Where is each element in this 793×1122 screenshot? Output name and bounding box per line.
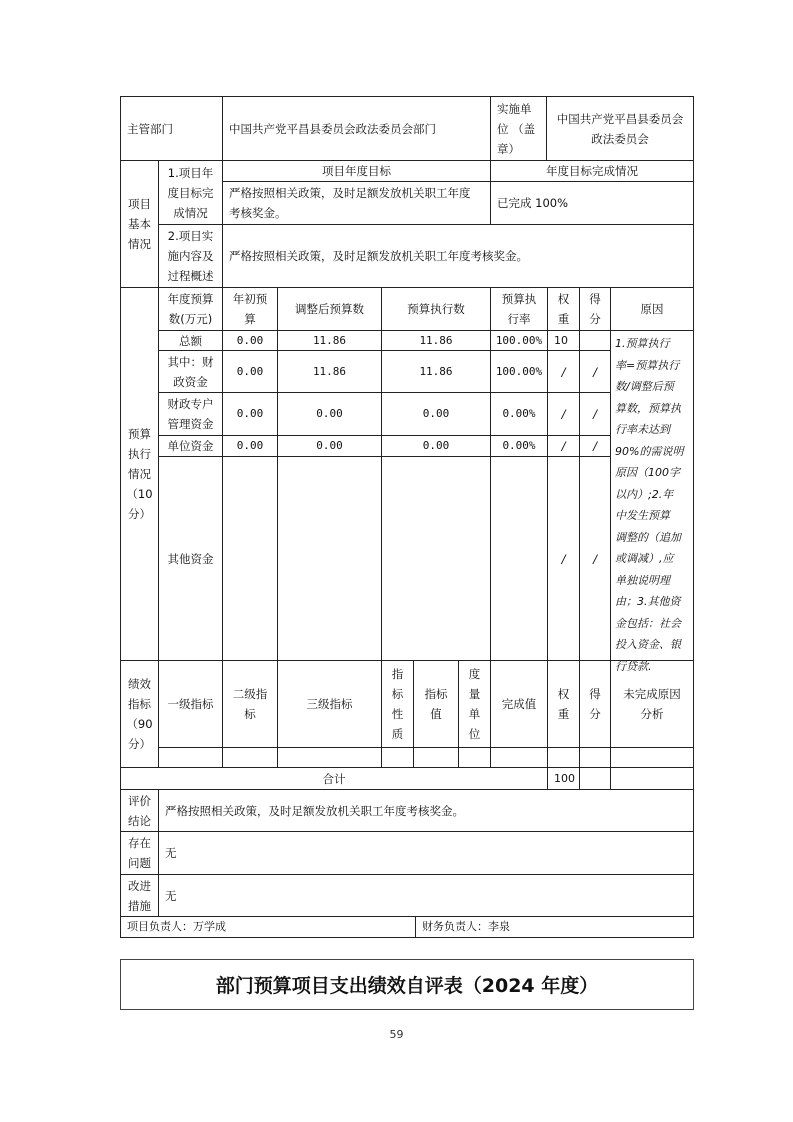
budget-row-score: / <box>579 435 611 457</box>
budget-header-rate: 预算执 行率 <box>490 287 548 331</box>
perf-cell-empty <box>277 747 382 768</box>
perf-cell-empty <box>490 747 548 768</box>
budget-section-label: 预算 执行 情况 （10 分） <box>120 287 159 661</box>
perf-header-nature: 指 标 性 质 <box>381 660 414 748</box>
impl-unit-value: 中国共产党平昌县委员会 政法委员会 <box>546 96 694 161</box>
perf-cell-empty <box>381 747 414 768</box>
impl-unit-label: 实施单 位 （盖 章） <box>490 96 547 161</box>
budget-row-rate: 100.00% <box>490 350 548 393</box>
budget-row-initial: 0.00 <box>222 330 278 351</box>
budget-header-weight: 权 重 <box>547 287 580 331</box>
perf-cell-empty <box>547 747 580 768</box>
budget-row-rate: 0.00% <box>490 392 548 436</box>
budget-row-label: 财政专户 管理资金 <box>158 392 223 436</box>
perf-cell-empty <box>222 747 278 768</box>
budget-row-score: / <box>579 456 611 661</box>
perf-header-score: 得 分 <box>579 660 611 748</box>
total-reason <box>610 767 694 790</box>
perf-header-reason: 未完成原因 分析 <box>610 660 694 748</box>
conclusion-label: 评价 结论 <box>120 789 159 832</box>
budget-row-executed: 11.86 <box>381 350 491 393</box>
budget-header-annual: 年度预算 数(万元) <box>158 287 223 331</box>
completion-text: 已完成 100% <box>490 181 694 225</box>
improvements-label: 改进 措施 <box>120 874 159 917</box>
impl-content-label: 2.项目实 施内容及 过程概述 <box>158 224 223 288</box>
budget-row-adjusted: 0.00 <box>277 435 382 457</box>
budget-row-label: 其他资金 <box>158 456 223 661</box>
basic-section-label: 项目 基本 情况 <box>120 160 159 288</box>
perf-cell-empty <box>458 747 491 768</box>
project-lead: 项目负责人：万学成 <box>120 916 416 938</box>
budget-row-executed: 11.86 <box>381 330 491 351</box>
total-score <box>579 767 611 790</box>
total-label: 合计 <box>120 767 548 790</box>
perf-cell-empty <box>413 747 459 768</box>
budget-header-reason: 原因 <box>610 287 694 331</box>
budget-row-initial: 0.00 <box>222 435 278 457</box>
budget-row-adjusted <box>277 456 382 661</box>
problems-text: 无 <box>158 831 694 875</box>
budget-row-initial: 0.00 <box>222 350 278 393</box>
perf-header-completed: 完成值 <box>490 660 548 748</box>
problems-label: 存在 问题 <box>120 831 159 875</box>
budget-row-weight: / <box>547 392 580 436</box>
budget-header-score: 得 分 <box>579 287 611 331</box>
budget-row-label: 其中：财 政资金 <box>158 350 223 393</box>
budget-row-rate <box>490 456 548 661</box>
perf-header-weight: 权 重 <box>547 660 580 748</box>
goal-col-header: 项目年度目标 <box>222 160 491 182</box>
budget-row-executed <box>381 456 491 661</box>
conclusion-text: 严格按照相关政策，及时足额发放机关职工年度考核奖金。 <box>158 789 694 832</box>
performance-section-label: 绩效 指标 （90 分） <box>120 660 159 768</box>
budget-row-adjusted: 0.00 <box>277 392 382 436</box>
perf-header-level2: 二级指 标 <box>222 660 278 748</box>
budget-header-executed: 预算执行数 <box>381 287 491 331</box>
budget-row-executed: 0.00 <box>381 392 491 436</box>
perf-header-unit: 度 量 单 位 <box>458 660 491 748</box>
budget-row-executed: 0.00 <box>381 435 491 457</box>
budget-row-label: 单位资金 <box>158 435 223 457</box>
budget-header-adjusted: 调整后预算数 <box>277 287 382 331</box>
goal-text: 严格按照相关政策，及时足额发放机关职工年度 考核奖金。 <box>222 181 491 225</box>
budget-row-weight: / <box>547 350 580 393</box>
finance-lead: 财务负责人：李泉 <box>415 916 694 938</box>
perf-header-level3: 三级指标 <box>277 660 382 748</box>
goal-label: 1.项目年 度目标完 成情况 <box>158 160 223 225</box>
budget-row-initial: 0.00 <box>222 392 278 436</box>
improvements-text: 无 <box>158 874 694 917</box>
budget-row-adjusted: 11.86 <box>277 330 382 351</box>
budget-reason-note: 1.预算执行 率=预算执行 数/调整后预 算数，预算执 行率未达到 90%的需说明 原因（100字 以内）;2.年 中发生预算 调整的（追加 或调减）,应 单独说明理 由；3.其他资 金包括：社会 投入资金、银 行贷款. <box>610 330 694 661</box>
budget-row-weight: / <box>547 456 580 661</box>
budget-row-score: / <box>579 350 611 393</box>
impl-content-text: 严格按照相关政策，及时足额发放机关职工年度考核奖金。 <box>222 224 694 288</box>
budget-row-rate: 0.00% <box>490 435 548 457</box>
page-number: 59 <box>389 1028 404 1041</box>
budget-row-weight: / <box>547 435 580 457</box>
budget-row-weight: 10 <box>547 330 580 351</box>
next-table-title: 部门预算项目支出绩效自评表（2024 年度） <box>120 959 694 1010</box>
budget-row-label: 总额 <box>158 330 223 351</box>
budget-row-initial <box>222 456 278 661</box>
dept-label: 主管部门 <box>120 96 223 161</box>
completion-col-header: 年度目标完成情况 <box>490 160 694 182</box>
budget-header-initial: 年初预 算 <box>222 287 278 331</box>
dept-value: 中国共产党平昌县委员会政法委员会部门 <box>222 96 491 161</box>
total-weight: 100 <box>547 767 580 790</box>
perf-cell-empty <box>579 747 611 768</box>
budget-row-score <box>579 330 611 351</box>
perf-header-value: 指标 值 <box>413 660 459 748</box>
perf-cell-empty <box>158 747 223 768</box>
perf-header-level1: 一级指标 <box>158 660 223 748</box>
perf-cell-empty <box>610 747 694 768</box>
budget-row-rate: 100.00% <box>490 330 548 351</box>
budget-row-score: / <box>579 392 611 436</box>
budget-row-adjusted: 11.86 <box>277 350 382 393</box>
